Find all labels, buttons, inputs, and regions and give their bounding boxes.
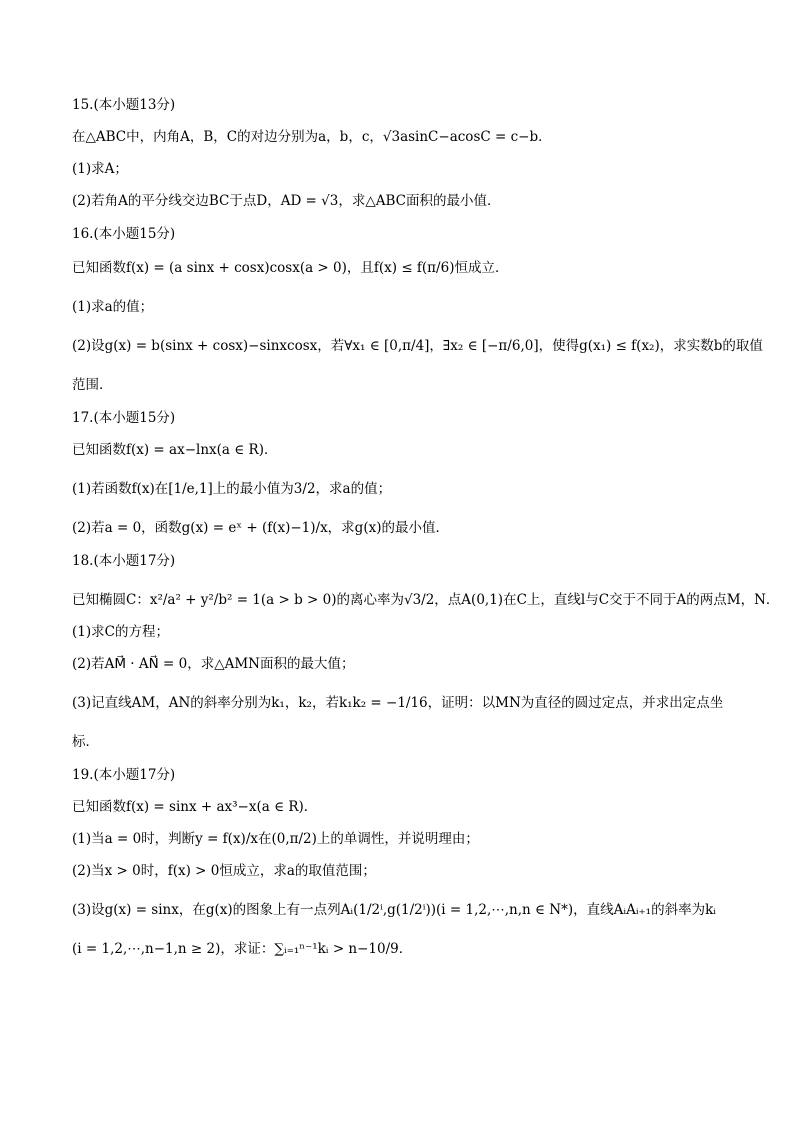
problem-16-part-2: (2)设g(x) = b(sinx + cosx)−sinxcosx，若∀x₁ ∈ [0,π/4]，∃x₂ ∈ [−π/6,0]，使得g(x₁) ≤ f(x₂)，求实数b的取值 bbox=[72, 338, 763, 354]
problem-15-part-2: (2)若角A的平分线交边BC于点D，AD = √3，求△ABC面积的最小值． bbox=[72, 193, 501, 209]
problem-19-part-2: (2)当x > 0时，f(x) > 0恒成立，求a的取值范围； bbox=[72, 863, 376, 879]
problem-15-stem: 在△ABC中，内角A，B，C的对边分别为a，b，c，√3asinC−acosC = c−b． bbox=[72, 129, 552, 145]
problem-15-heading: 15.(本小题13分) bbox=[72, 97, 176, 113]
problem-19-stem: 已知函数f(x) = sinx + ax³−x(a ∈ R)． bbox=[72, 799, 318, 815]
problem-17-stem: 已知函数f(x) = ax−lnx(a ∈ R)． bbox=[72, 442, 278, 458]
problem-18-stem: 已知椭圆C：x²/a² + y²/b² = 1(a > b > 0)的离心率为√3/2，点A(0,1)在C上，直线l与C交于不同于A的两点M，N． bbox=[72, 592, 780, 608]
problem-19-part-1: (1)当a = 0时，判断y = f(x)/x在(0,π/2)上的单调性，并说明理由； bbox=[72, 831, 479, 847]
problem-19-part-3-cont: (i = 1,2,⋯,n−1,n ≥ 2)，求证：∑ᵢ₌₁ⁿ⁻¹kᵢ > n−10/9． bbox=[72, 941, 413, 957]
problem-18-part-3: (3)记直线AM，AN的斜率分别为k₁，k₂，若k₁k₂ = −1/16，证明：以MN为直径的圆过定点，并求出定点坐 bbox=[72, 695, 724, 711]
problem-18-part-1: (1)求C的方程； bbox=[72, 624, 169, 640]
problem-16-stem: 已知函数f(x) = (a sinx + cosx)cosx(a > 0)，且f(x) ≤ f(π/6)恒成立． bbox=[72, 260, 509, 276]
problem-19-heading: 19.(本小题17分) bbox=[72, 767, 176, 783]
problem-19-part-3: (3)设g(x) = sinx，在g(x)的图象上有一点列Aᵢ(1/2ⁱ,g(1/2ⁱ))(i = 1,2,⋯,n,n ∈ N*)，直线AᵢAᵢ₊₁的斜率为kᵢ bbox=[72, 902, 716, 918]
problem-16-heading: 16.(本小题15分) bbox=[72, 226, 176, 242]
problem-17-part-1: (1)若函数f(x)在[1/e,1]上的最小值为3/2，求a的值； bbox=[72, 481, 392, 497]
exam-page bbox=[72, 96, 780, 959]
problem-15-part-1: (1)求A； bbox=[72, 161, 128, 177]
problem-17-part-2: (2)若a = 0，函数g(x) = eˣ + (f(x)−1)/x，求g(x)的最小值． bbox=[72, 520, 449, 536]
problem-18-heading: 18.(本小题17分) bbox=[72, 553, 176, 569]
problem-18-part-3-cont: 标． bbox=[72, 734, 99, 750]
problem-18-part-2: (2)若AM⃗ · AN⃗ = 0，求△AMN面积的最大值； bbox=[72, 656, 355, 672]
problem-16-part-2-cont: 范围． bbox=[72, 377, 113, 393]
problem-16-part-1: (1)求a的值； bbox=[72, 299, 154, 315]
problem-17-heading: 17.(本小题15分) bbox=[72, 410, 176, 426]
